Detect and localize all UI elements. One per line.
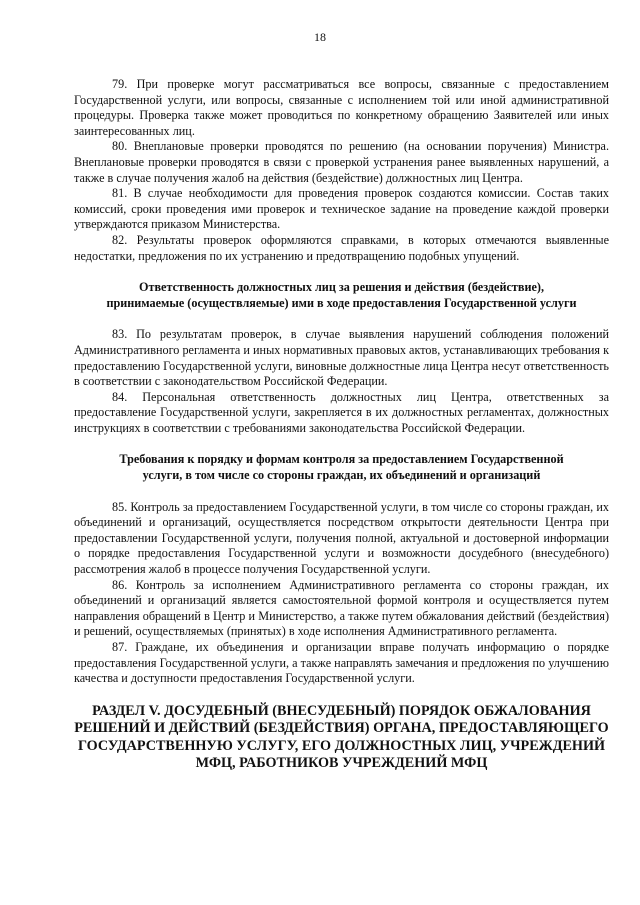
document-body [74, 77, 609, 772]
heading-control-requirements [74, 452, 609, 483]
paragraph-82: 82. Результаты проверок оформляются справками, в которых отмечаются выявленные недостатки, предложения по их устранению и предотвращению подобных упущений. [74, 232, 609, 263]
paragraph-81: 81. В случае необходимости для проведения проверок создаются комиссии. Состав таких комиссий, сроки проведения ими проверок и техническое задание на проведение каждой проверки утверждаются приказом Министерства. [74, 186, 609, 232]
paragraph-83: 83. По результатам проверок, в случае выявления нарушений соблюдения положений Административного регламента и иных нормативных правовых актов, устанавливающих требования к предоставлению Государственной услуги, виновные должностные лица Центра несут ответственность в соответствии с законодательством Российской Федерации. [74, 327, 609, 389]
heading-control-line-2: услуги, в том числе со стороны граждан, их объединений и организаций [142, 468, 541, 483]
paragraph-85: 85. Контроль за предоставлением Государственной услуги, в том числе со стороны граждан, их объединений и организаций, осуществляется посредством открытости деятельности Центра при предоставлении Государственной услуги, получения полной, актуальной и достоверной информации о порядке предоставления Государственной услуги и возможности досудебного (внесудебного) рассмотрения жалоб в процессе получения Государственной услуги. [74, 499, 609, 577]
section-title-line-4: МФЦ, РАБОТНИКОВ УЧРЕЖДЕНИЙ МФЦ [195, 755, 488, 771]
section-title-line-2: РЕШЕНИЙ И ДЕЙСТВИЙ (БЕЗДЕЙСТВИЯ) ОРГАНА, ПРЕДОСТАВЛЯЮЩЕГО [74, 720, 609, 737]
paragraph-79: 79. При проверке могут рассматриваться все вопросы, связанные с предоставлением Государственной услуги, или вопросы, связанные с исполнением той или иной административной процедуры. Проверка также может проводиться по конкретному обращению Заявителей или иных заинтересованных лиц. [74, 77, 609, 138]
heading-responsibility [74, 280, 609, 311]
heading-responsibility-line-2: принимаемые (осуществляемые) ими в ходе предоставления Государственной услуги [106, 295, 577, 310]
heading-responsibility-line-1: Ответственность должностных лиц за решения и действия (бездействие), [138, 280, 544, 295]
paragraph-86: 86. Контроль за исполнением Административного регламента со стороны граждан, их объединений и организаций является самостоятельной формой контроля и осуществляется путем направления обращений в Центр и Министерство, а также путем обжалования действий (бездействия) и решений, осуществляемых (принятых) в ходе исполнения Административного регламента. [74, 577, 609, 639]
page-number: 18 [314, 30, 326, 44]
paragraph-80: 80. Внеплановые проверки проводятся по решению (на основании поручения) Министра. Внеплановые проверки проводятся в связи с проверкой устранения ранее выявленных нарушений, а также в случае получения жалоб на действия (бездействие) должностных лиц Центра. [74, 139, 609, 185]
paragraph-84: 84. Персональная ответственность должностных лиц Центра, ответственных за предоставление Государственной услуги, закрепляется в их должностных регламентах, должностных инструкциях в соответствии с требованиями законодательства Российской Федерации. [74, 389, 609, 435]
heading-control-line-1: Требования к порядку и формам контроля за предоставлением Государственной [119, 452, 564, 467]
paragraph-87: 87. Граждане, их объединения и организации вправе получать информацию о порядке предоставления Государственной услуги, а также направлять замечания и предложения по улучшению качества и доступности предоставления Государственной услуги. [74, 640, 609, 686]
section-v-title [74, 703, 609, 773]
section-title-line-1: РАЗДЕЛ V. ДОСУДЕБНЫЙ (ВНЕСУДЕБНЫЙ) ПОРЯДОК ОБЖАЛОВАНИЯ [92, 702, 591, 719]
section-title-line-3: ГОСУДАРСТВЕННУЮ УСЛУГУ, ЕГО ДОЛЖНОСТНЫХ ЛИЦ, УЧРЕЖДЕНИЙ [77, 737, 606, 754]
